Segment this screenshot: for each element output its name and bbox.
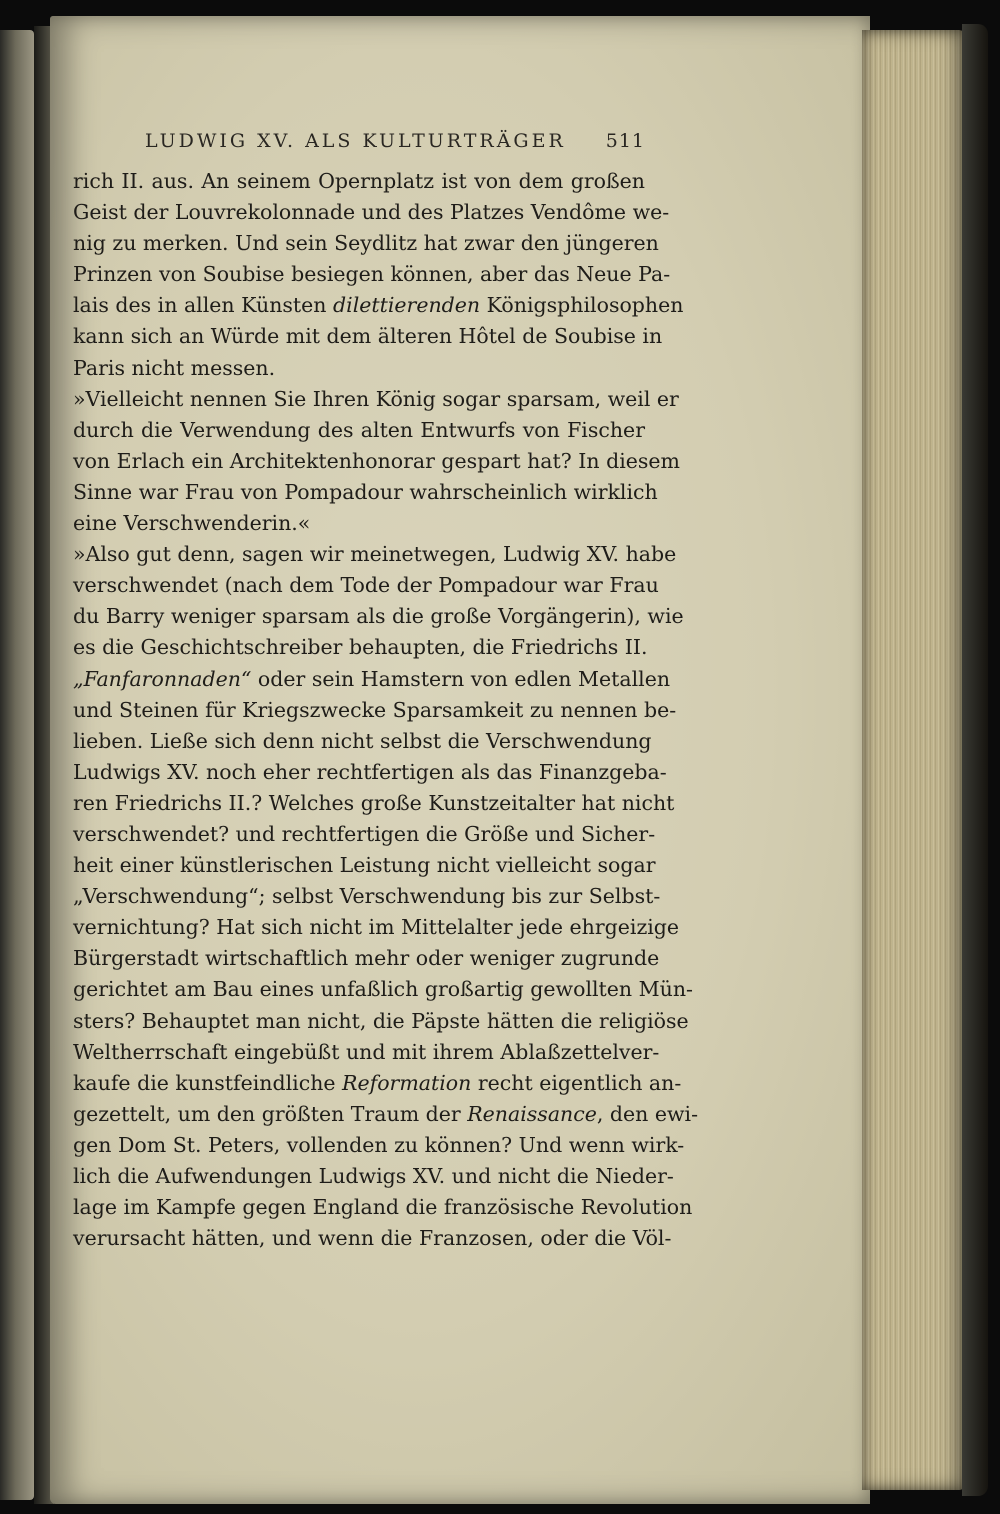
text-line: kann sich an Würde mit dem älteren Hôtel de Soubise in	[73, 324, 663, 349]
text-line: »Also gut denn, sagen wir meinetwegen, Ludwig XV. habe	[73, 542, 677, 567]
text-segment: oder sein Hamstern von edlen Metallen	[251, 666, 671, 691]
text-line: ren Friedrichs II.? Welches große Kunstzeitalter hat nicht	[73, 790, 675, 815]
text-line: Prinzen von Soubise besiegen können, aber das Neue Pa-	[73, 262, 671, 287]
text-segment: , den ewi-	[596, 1101, 699, 1126]
text-line: heit einer künstlerischen Leistung nicht vielleicht sogar	[73, 853, 656, 878]
text-line	[73, 664, 671, 695]
text-line: »Vielleicht nennen Sie Ihren König sogar sparsam, weil er	[73, 386, 679, 411]
text-line: verschwendet (nach dem Tode der Pompadour war Frau	[73, 573, 659, 598]
text-segment: lais des in allen Künsten	[73, 293, 334, 318]
text-line: Weltherrschaft eingebüßt und mit ihrem Ablaßzettelver-	[73, 1039, 660, 1064]
text-line: „Verschwendung“; selbst Verschwendung bis zur Selbst-	[73, 884, 661, 909]
text-line: vernichtung? Hat sich nicht im Mittelalter jede ehrgeizige	[73, 915, 680, 940]
body-text	[73, 166, 699, 1254]
text-line: rich II. aus. An seinem Opernplatz ist von dem großen	[73, 169, 645, 193]
italic-term: Reformation	[342, 1070, 472, 1095]
text-line: gen Dom St. Peters, vollenden zu können? Und wenn wirk-	[73, 1132, 685, 1157]
page-number: 511	[605, 130, 645, 152]
text-line: verursacht hätten, und wenn die Franzosen, oder die Völ-	[73, 1226, 672, 1251]
text-segment: Königsphilosophen	[480, 293, 684, 318]
text-line: durch die Verwendung des alten Entwurfs von Fischer	[73, 417, 645, 442]
text-line: lich die Aufwendungen Ludwigs XV. und nicht die Nieder-	[73, 1164, 674, 1188]
running-head	[145, 130, 645, 152]
text-line: verschwendet? und rechtfertigen die Größe und Sicher-	[73, 821, 656, 846]
text-line: du Barry weniger sparsam als die große Vorgängerin), wie	[73, 604, 684, 629]
text-line: von Erlach ein Architektenhonorar gespart hat? In diesem	[73, 448, 680, 473]
text-line: und Steinen für Kriegszwecke Sparsamkeit zu nennen be-	[73, 697, 677, 722]
text-line: nig zu merken. Und sein Seydlitz hat zwar den jüngeren	[73, 231, 659, 256]
book-cover-edge	[962, 24, 988, 1496]
text-line: lieben. Ließe sich denn nicht selbst die Verschwendung	[73, 728, 652, 753]
italic-term: dilettierenden	[333, 293, 481, 318]
text-segment: recht eigentlich an-	[471, 1070, 682, 1095]
text-line	[73, 290, 684, 321]
text-line	[73, 1099, 699, 1130]
text-line: eine Verschwenderin.«	[73, 511, 311, 536]
italic-term: „Fanfaronnaden“	[73, 666, 252, 691]
text-line: lage im Kampfe gegen England die französische Revolution	[73, 1195, 693, 1220]
text-line: Bürgerstadt wirtschaftlich mehr oder weniger zugrunde	[73, 946, 660, 971]
text-line: Geist der Louvrekolonnade und des Platzes Vendôme we-	[73, 200, 670, 225]
running-title: LUDWIG XV. ALS KULTURTRÄGER	[145, 130, 566, 152]
text-line: es die Geschichtschreiber behaupten, die Friedrichs II.	[73, 635, 648, 660]
text-line	[73, 1068, 682, 1099]
page-edges	[862, 30, 968, 1490]
text-line: Sinne war Frau von Pompadour wahrscheinlich wirklich	[73, 479, 658, 504]
italic-term: Renaissance	[467, 1101, 597, 1126]
text-line: Paris nicht messen.	[73, 355, 276, 380]
text-segment: kaufe die kunstfeindliche	[73, 1070, 343, 1095]
text-segment: gezettelt, um den größten Traum der	[73, 1101, 468, 1126]
text-line: Ludwigs XV. noch eher rechtfertigen als das Finanzgeba-	[73, 759, 667, 784]
left-page-edge	[0, 30, 34, 1500]
text-line: sters? Behauptet man nicht, die Päpste hätten die religiöse	[73, 1008, 689, 1033]
text-line: gerichtet am Bau eines unfaßlich großartig gewollten Mün-	[73, 977, 693, 1002]
